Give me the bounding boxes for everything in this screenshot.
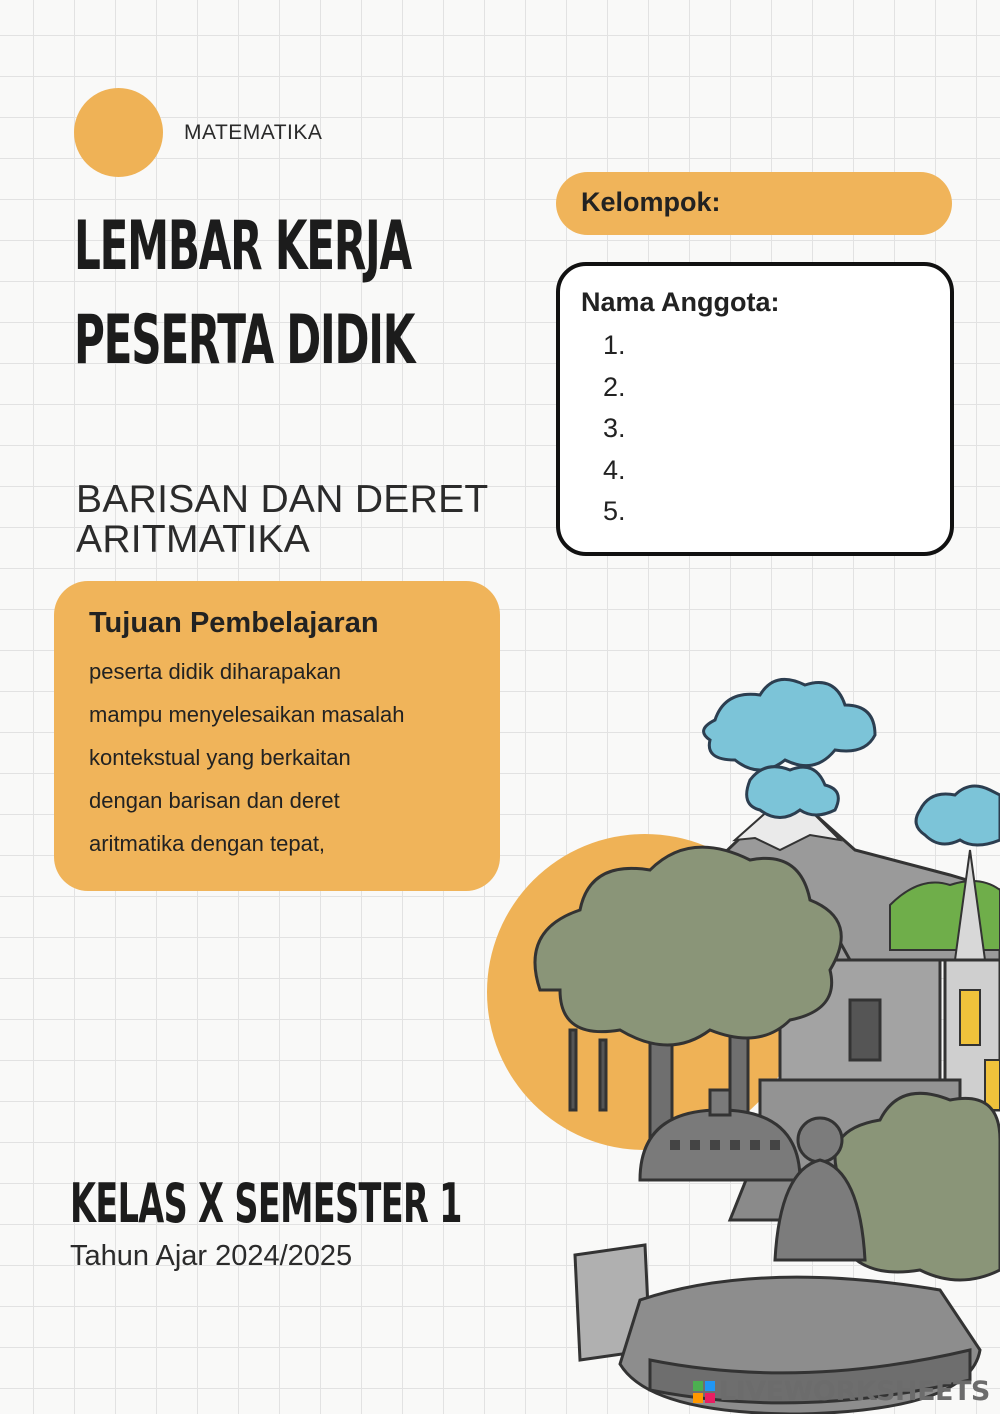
learning-goal-title: Tujuan Pembelajaran: [89, 607, 379, 639]
liveworksheets-logo-icon: [693, 1381, 715, 1403]
title-line-2: PESERTA DIDIK: [74, 301, 415, 380]
learning-goal-text: [89, 650, 489, 865]
member-number: 5.: [603, 496, 626, 526]
goal-line: dengan barisan dan deret: [89, 788, 340, 813]
goal-line: aritmatika dengan tepat,: [89, 831, 326, 856]
subject-label: MATEMATIKA: [184, 121, 323, 144]
grade-semester-heading: KELAS X SEMESTER 1: [70, 1172, 462, 1235]
goal-line: peserta didik diharapakan: [89, 659, 341, 684]
school-year: Tahun Ajar 2024/2025: [70, 1240, 353, 1272]
topic-line-2: ARITMATIKA: [76, 518, 311, 561]
member-number: 4.: [603, 454, 626, 485]
goal-line: mampu menyelesaikan masalah: [89, 702, 405, 727]
page-title: [74, 200, 545, 388]
member-number: 2.: [603, 371, 626, 402]
member-number: 3.: [603, 413, 626, 443]
decorative-circle: [74, 88, 163, 177]
member-number: 1.: [603, 330, 626, 360]
title-line-1: LEMBAR KERJA: [74, 207, 411, 286]
watermark-text: LIVEWORKSHEETS: [719, 1376, 990, 1407]
members-list: [603, 325, 626, 533]
members-title: Nama Anggota:: [581, 287, 780, 317]
goal-line: kontekstual yang berkaitan: [89, 745, 351, 770]
topic-line-1: BARISAN DAN DERET: [76, 478, 489, 521]
topic-heading: [76, 480, 489, 560]
watermark: [693, 1376, 990, 1407]
group-label: Kelompok:: [581, 187, 721, 217]
temple-illustration: [480, 660, 1000, 1414]
